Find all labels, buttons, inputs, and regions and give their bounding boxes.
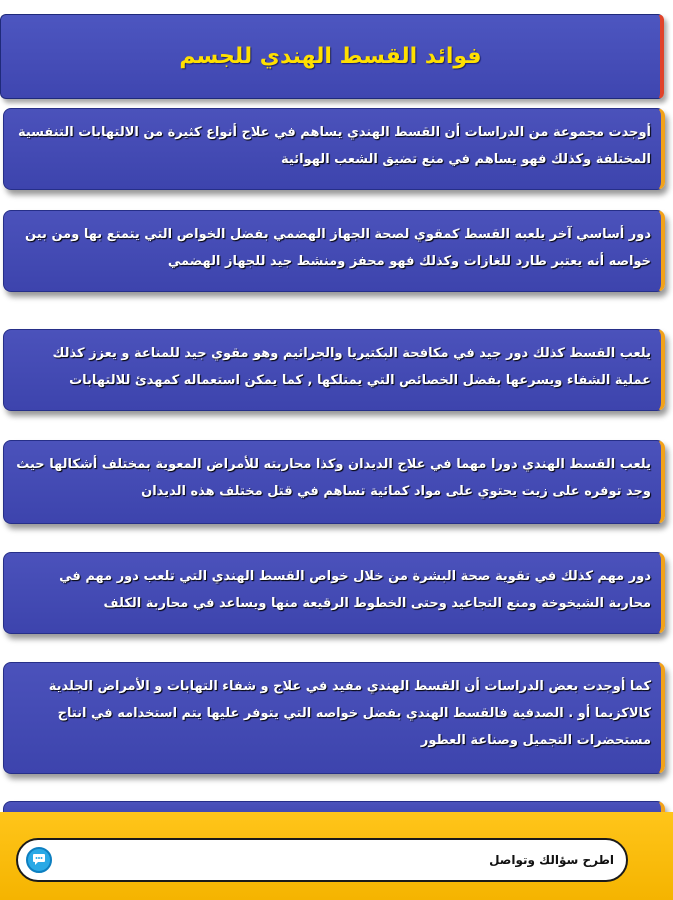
benefit-card-4 <box>3 440 665 524</box>
benefit-text: يلعب القسط الهندي دورا مهما في علاج الديدان وكذا محاربته للأمراض المعوية بمختلف أشكالها حيث وجد توفره على زيت يحتوي على مواد كمائية تساهم في قتل مختلف هذه الديدان <box>16 457 651 499</box>
benefit-card-3 <box>3 329 665 411</box>
ask-question-button[interactable] <box>16 838 628 882</box>
header-banner <box>0 14 664 99</box>
benefit-text: يلعب القسط كذلك دور جيد في مكافحة البكتيريا والجراثيم وهو مقوي جيد للمناعة و يعزز كذلك عملية الشفاء ويسرعها بفضل الخصائص التي يمتلكها , كما يمكن استعماله كمهدئ للالتهابات <box>52 346 651 388</box>
benefit-card-6 <box>3 662 665 774</box>
benefit-card-1 <box>3 108 665 190</box>
benefit-text: كما أوجدت بعض الدراسات أن القسط الهندي مفيد في علاج و شفاء التهابات و الأمراض الجلدية كالاكزيما أو . الصدفية فالقسط الهندي بفضل خواصه التي يتوفر عليها يتم استخدامه في انتاج مستحضرات التجميل وصناعة العطور <box>48 679 651 748</box>
benefit-text: دور مهم كذلك في تقوية صحة البشرة من خلال خواص القسط الهندي التي تلعب دور مهم في محاربة الشيخوخة ومنع التجاعيد وحتى الخطوط الرقيعة منها ويساعد في محاربة الكلف <box>59 569 651 611</box>
benefit-text: دور أساسي آخر يلعبه القسط كمقوي لصحة الجهاز الهضمي بفضل الخواص التي يتمتع بها ومن بين خواصه أنه يعتبر طارد للغازات وكذلك فهو محفز ومنشط جيد للجهاز الهضمي <box>25 227 651 269</box>
benefit-card-5 <box>3 552 665 634</box>
chat-bubble-icon <box>26 847 52 873</box>
benefit-card-2 <box>3 210 665 292</box>
benefit-text: أوجدت مجموعة من الدراسات أن القسط الهندي يساهم في علاج أنواع كثيرة من الالتهابات التنفسية المختلفة وكذلك فهو يساهم في منع تضيق الشعب الهوائية <box>17 125 651 167</box>
page-title: فوائد القسط الهندي للجسم <box>179 44 482 69</box>
ask-question-label: اطرح سؤالك وتواصل <box>489 853 614 867</box>
